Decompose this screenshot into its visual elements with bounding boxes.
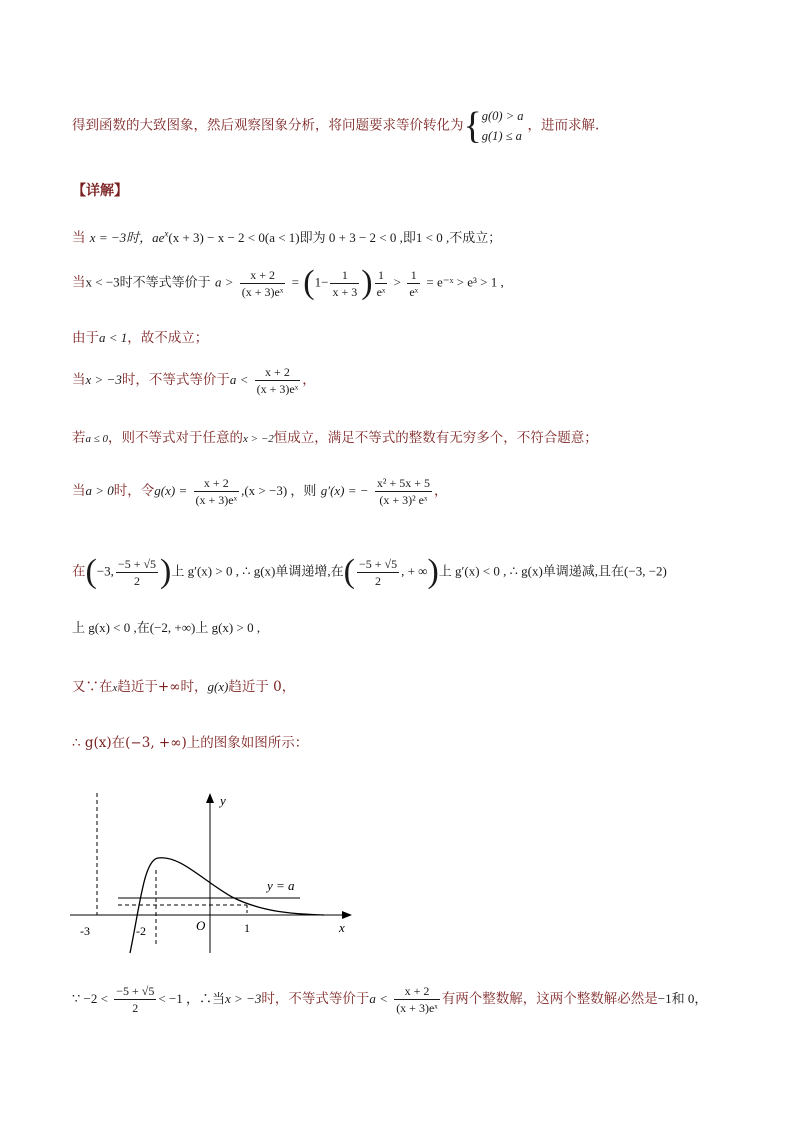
case-x-gt-neg3 bbox=[72, 366, 316, 395]
case-x-eq-neg3: 当 x = −3时，$ae^x(x + 3) - x - 2 < 0(a < 1)$即为 0 + 3 − 2 < 0 ,即1 < 0 ,不成立； bbox=[72, 228, 502, 246]
intro-tail: ，进而求解. bbox=[527, 117, 600, 134]
text: 又∵在 bbox=[72, 679, 113, 695]
text: 由于 bbox=[72, 330, 99, 346]
math-expr: x > −3 bbox=[225, 991, 262, 1006]
text: 时，不等式等价于 bbox=[261, 991, 370, 1007]
text: ，则不等式对于任意的 bbox=[108, 430, 244, 446]
interval-end: , + ∞ bbox=[401, 563, 428, 579]
math-expr: x > −2 bbox=[243, 433, 274, 445]
function-def: g(x) = bbox=[154, 483, 188, 498]
math-expr: x = −3时，ae bbox=[89, 230, 165, 245]
math-expr: a < 1 bbox=[99, 330, 128, 345]
text-when: 当 bbox=[72, 274, 86, 291]
text: ， bbox=[433, 483, 448, 499]
intro-line bbox=[72, 106, 599, 146]
text: ，故不成立； bbox=[127, 330, 209, 346]
math-expr: x > −3 bbox=[85, 372, 122, 387]
text: ∴ g(x)在(−3, +∞)上的图象如图所示： bbox=[72, 735, 309, 751]
increasing-text: 上 g′(x) > 0 , ∴ g(x)单调递增,在 bbox=[171, 563, 344, 579]
y-axis-arrow bbox=[206, 793, 214, 803]
equals-sign: = bbox=[291, 274, 299, 290]
x-axis-label: x bbox=[339, 920, 345, 935]
chain-tail: = e⁻ˣ > e³ > 1 , bbox=[426, 274, 504, 290]
x-axis-arrow bbox=[342, 911, 352, 919]
case-a-gt-0 bbox=[72, 477, 447, 506]
text: 若 bbox=[72, 430, 86, 446]
math-expr: a < bbox=[229, 372, 249, 387]
interval-start: −3, bbox=[96, 563, 114, 579]
math-expr: ∵ −2 < bbox=[72, 991, 108, 1006]
line-label: y = a bbox=[267, 878, 295, 893]
sign-line bbox=[72, 617, 260, 636]
case-a-le-0 bbox=[72, 426, 598, 446]
text: 时，不等式等价于 bbox=[121, 372, 230, 388]
intro-text: 得到函数的大致图象，然后观察图象分析，将问题要求等价转化为 bbox=[72, 117, 464, 134]
sign-text: 上 g(x) < 0 ,在(−2, +∞)上 g(x) > 0 , bbox=[72, 620, 261, 635]
inequality-lhs: a > bbox=[214, 274, 234, 290]
fraction: $\frac{1}{\text{eˣ}}$ bbox=[376, 267, 386, 299]
condition-top: g(0) > a bbox=[481, 109, 524, 123]
since-a-lt-1 bbox=[72, 326, 208, 346]
function-graph bbox=[62, 785, 362, 965]
fraction: $\frac{\text{x² + 5x + 5}}{\text{(x + 3)² eˣ}}$ bbox=[376, 476, 430, 507]
fraction: $\frac{x + 2}{\text{(x + 3)eˣ}}$ bbox=[195, 476, 238, 507]
limit-line bbox=[72, 675, 295, 695]
decreasing-text: 上 g′(x) < 0 , ∴ g(x)单调递减,且在(−3, −2) bbox=[438, 563, 667, 579]
math-expr: a ≤ 0 bbox=[85, 433, 109, 445]
math-expr: a > 0 bbox=[85, 483, 114, 498]
domain-text: ,(x > −3) ，则 bbox=[241, 483, 317, 498]
text: 恒成立，满足不等式的整数有无穷多个，不符合题意； bbox=[273, 430, 598, 446]
text: 当 bbox=[72, 372, 86, 388]
detail-heading: 【详解】 bbox=[72, 183, 128, 199]
fraction: $\frac{x + 2}{\text{(x + 3)eˣ}}$ bbox=[396, 984, 438, 1015]
math-expr: a < bbox=[369, 991, 388, 1006]
conclusion-line bbox=[72, 985, 707, 1014]
origin-label: O bbox=[196, 918, 206, 933]
fraction: $\frac{1}{x + 3}$ bbox=[332, 267, 358, 299]
tick-label-1: 1 bbox=[244, 921, 250, 935]
text: ， bbox=[302, 372, 316, 388]
condition-text: x < −3时不等式等价于 bbox=[85, 274, 211, 290]
text-when: 当 bbox=[72, 230, 86, 246]
fraction: $\frac{-5 + √5}{2}$ bbox=[358, 556, 398, 588]
text: 当 bbox=[72, 483, 86, 499]
greater-sign: > bbox=[393, 274, 402, 290]
math-expr: x bbox=[112, 682, 118, 694]
tick-label-neg2: -2 bbox=[136, 924, 146, 938]
text: 趋近于+∞时， bbox=[117, 679, 208, 695]
fraction: $\frac{-5 + √5}{2}$ bbox=[116, 984, 155, 1015]
fraction: $\frac{1}{\text{eˣ}}$ bbox=[409, 267, 419, 299]
text: 有两个整数解，这两个整数解必然是 bbox=[441, 991, 658, 1007]
math-expr: g(x) bbox=[207, 679, 229, 694]
text: −1和 0， bbox=[657, 991, 708, 1006]
graph-intro-line bbox=[72, 731, 308, 751]
math-expr-rest: (x + 3) − x − 2 < 0(a < 1)即为 0 + 3 − 2 < 0 ,即1 < 0 ,不成立； bbox=[168, 230, 502, 245]
monotonicity-line: 在(−3, $\frac{-5 + √5}{2}$ )上 g′(x) > 0 , ∴ g(x)单调递增,在( $\frac{-5 + √5}{2}$ , + ∞)上 g′(x) < 0 , ∴ g(x)单调递减,且在(−3, −2) bbox=[72, 553, 667, 590]
text: 在 bbox=[72, 563, 86, 580]
text: 趋近于 0， bbox=[228, 679, 296, 695]
derivative-def: g′(x) = − bbox=[320, 483, 369, 498]
fraction: $\frac{x + 2}{\text{(x + 3)eˣ}}$ bbox=[241, 267, 284, 299]
condition-system bbox=[482, 106, 524, 146]
system-brace: { bbox=[463, 105, 482, 147]
fraction: $\frac{x + 2}{\text{(x + 3)eˣ}}$ bbox=[256, 365, 299, 396]
case-x-lt-neg3: 当x < −3时不等式等价于 a > $\frac{x + 2}{\text{(x + 3)eˣ}}$ = (1− $\frac{1}{x + 3}$ ) $\frac{1}{\text{eˣ}}$ > $\frac{1}{\text{eˣ}}$ = e⁻ˣ > e³ > 1 , bbox=[72, 264, 504, 301]
fraction: $\frac{-5 + √5}{2}$ bbox=[117, 556, 157, 588]
text: < −1 ，∴当 bbox=[158, 991, 226, 1006]
condition-bottom: g(1) ≤ a bbox=[481, 129, 522, 143]
tick-label-neg3: -3 bbox=[80, 924, 90, 938]
y-axis-label: y bbox=[220, 793, 226, 808]
one-minus: 1− bbox=[314, 274, 329, 290]
text: 时，令 bbox=[113, 483, 155, 499]
